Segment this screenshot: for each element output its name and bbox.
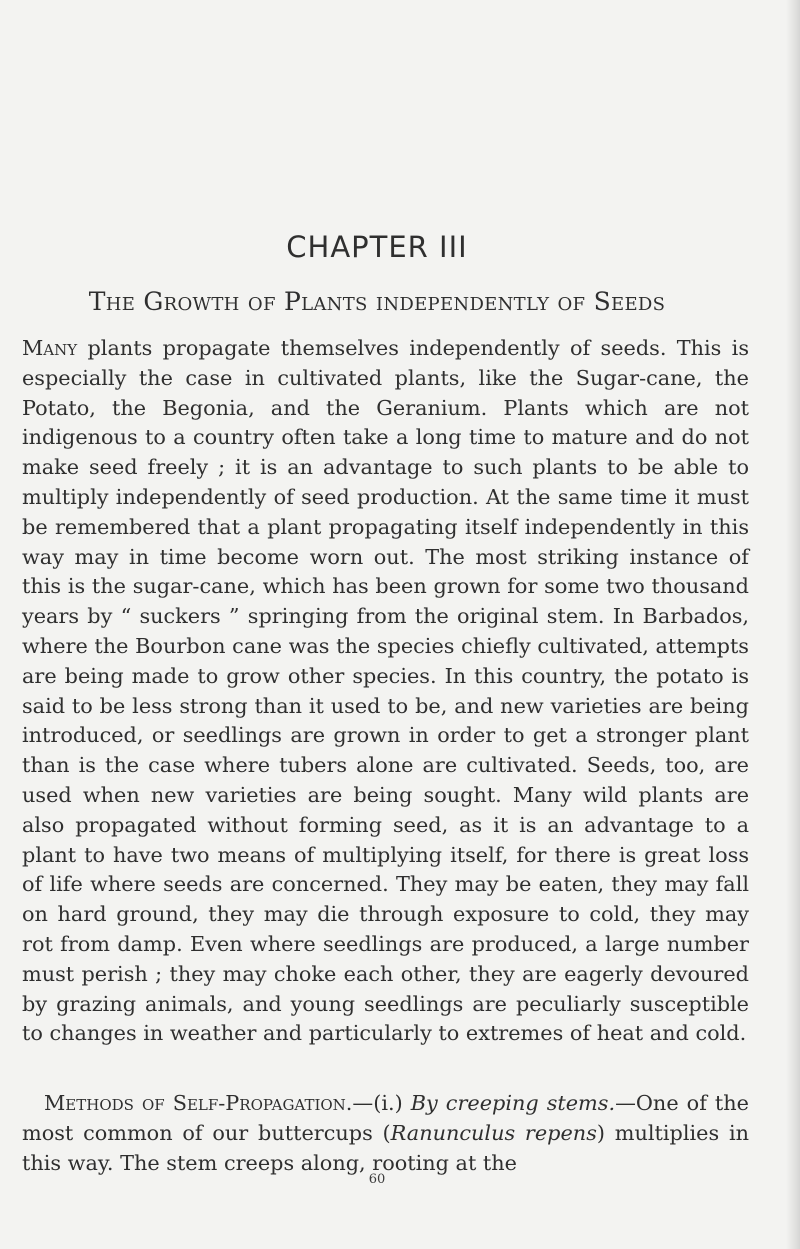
body-paragraph-1: [22, 334, 749, 1049]
paragraph-2-rest: ) multiplies in this way. The stem creeps along, rooting at the: [22, 1120, 749, 1175]
section-dash-one: —(i.): [352, 1091, 411, 1115]
section-heading: Methods of Self-Propagation.: [44, 1091, 353, 1115]
section-italic-phrase: By creeping stems.: [410, 1091, 616, 1115]
paragraph-lead-word: Many: [22, 336, 78, 360]
paragraph-1-text: plants propagate themselves independently of seeds. This is especially the case in cultivated plants, like the Sugar-cane, the Potato, the Begonia, and the Geranium. Plants which are not indigenous to a country often take a long time to mature and do not make seed freely ; it is an advantage to such plants to be able to multiply independently of seed production. At the same time it must be remembered that a plant propagating itself independently in this way may in time become worn out. The most striking instance of this is the sugar-cane, which has been grown for some two thousand years by “ suckers ” springing from the original stem. In Barbados, where the Bourbon cane was the species chiefly cultivated, attempts are being made to grow other species. In this country, the potato is said to be less strong than it used to be, and new varieties are being introduced, or seedlings are grown in order to get a stronger plant than is the case where tubers alone are cultivated. Seeds, too, are used when new varieties are being sought. Many wild plants are also propagated without forming seed, as it is an advantage to a plant to have two means of multiplying itself, for there is great loss of life where seeds are concerned. They may be eaten, they may fall on hard ground, they may die through exposure to cold, they may rot from damp. Even where seedlings are produced, a large number must perish ; they may choke each other, they are eagerly devoured by grazing animals, and young seedlings are peculiarly susceptible to changes in weather and particularly to extremes of heat and cold.: [22, 336, 749, 1046]
page-number: 60: [368, 1172, 386, 1187]
latin-name: Ranunculus repens: [390, 1120, 597, 1145]
chapter-heading: CHAPTER III: [286, 230, 468, 264]
section-dash-two: —One of the most common of our buttercups (: [22, 1091, 749, 1145]
chapter-title: The Growth of Plants independently of Seeds: [88, 287, 666, 316]
body-paragraph-2: [22, 1089, 749, 1178]
page-edge-shadow: [786, 0, 800, 1249]
